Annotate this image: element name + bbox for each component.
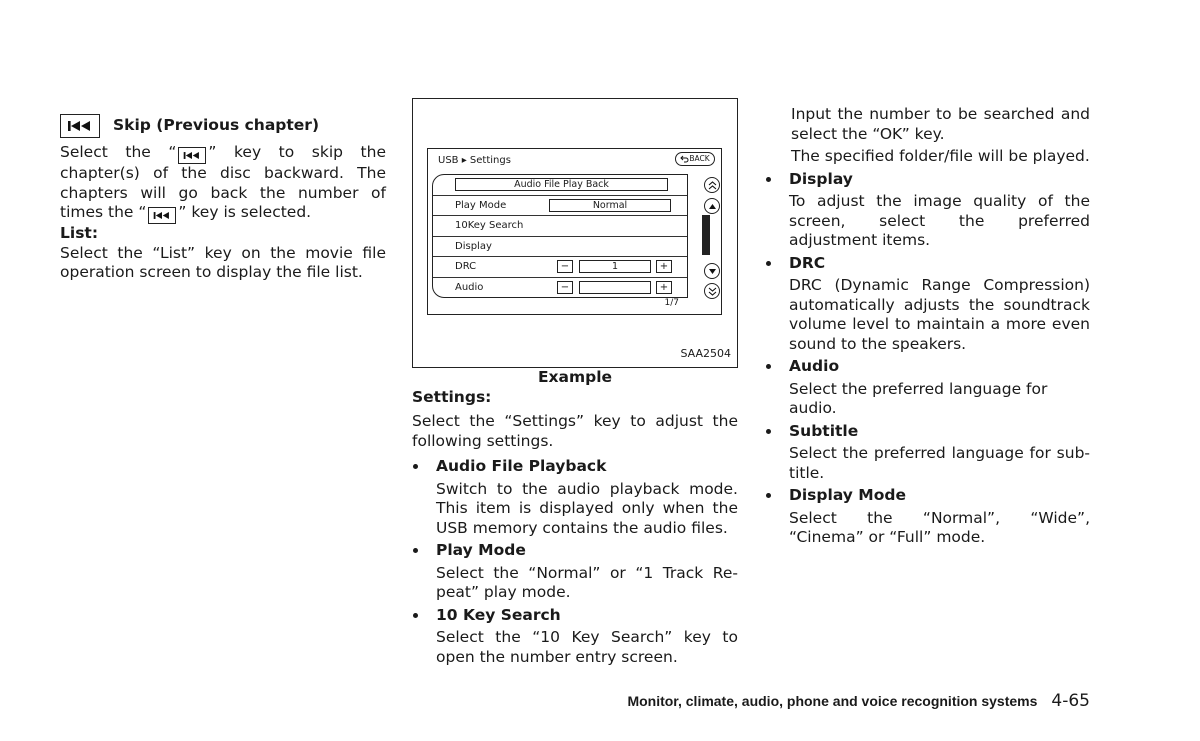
bullet-icon: [766, 493, 771, 498]
scrollbar-thumb: [702, 215, 710, 255]
row-label: DRC: [455, 261, 477, 272]
settings-row: [433, 216, 687, 237]
bullet-title: Audio: [789, 357, 840, 375]
settings-screen: [427, 148, 722, 315]
list-item: [765, 170, 1090, 251]
screen-header: USB ▸ Settings: [438, 155, 511, 166]
skip-previous-icon: [60, 114, 100, 138]
bullet-icon: [766, 429, 771, 434]
bullet-text: To adjust the image quality of the screen, select the preferred adjustment items.: [789, 192, 1090, 249]
list-item: [765, 357, 1090, 419]
bullet-icon: [766, 364, 771, 369]
settings-row: [433, 196, 687, 217]
bullet-text: Select the “Normal” or “1 Track Re-peat” play mode.: [436, 563, 738, 601]
example-figure: [412, 98, 738, 368]
list-description: Select the “List” key on the movie file operation screen to display the file list.: [60, 243, 386, 281]
search-intro: Input the number to be searched and select the “OK” key.: [791, 105, 1090, 143]
bullet-icon: [413, 464, 418, 469]
back-button: BACK: [675, 152, 715, 166]
play-mode-value: Normal: [549, 199, 671, 212]
list-item: [412, 606, 738, 668]
settings-row: [433, 237, 687, 258]
list-item: [412, 541, 738, 603]
list-title: List:: [60, 224, 99, 242]
figure-caption: Example: [537, 368, 613, 386]
bullet-title: DRC: [789, 253, 826, 272]
drc-value: 1: [579, 260, 651, 273]
settings-title: Settings:: [412, 387, 492, 406]
search-result: The specified folder/file will be played.: [791, 147, 1090, 165]
settings-list: [432, 174, 688, 298]
bullet-title: Play Mode: [436, 541, 526, 559]
scroll-top-icon: [704, 177, 720, 193]
minus-button: −: [557, 260, 573, 273]
plus-button: +: [656, 281, 672, 294]
bullet-title: Display Mode: [789, 486, 906, 504]
minus-button: −: [557, 281, 573, 294]
scroll-bottom-icon: [704, 283, 720, 299]
bullet-text: DRC (Dynamic Range Compression) automatically adjusts the soundtrack volume level to maintain a more even sound to the speakers.: [789, 276, 1090, 353]
column-left: [60, 112, 386, 283]
list-item: [765, 422, 1090, 484]
row-label: Display: [455, 240, 492, 252]
bullet-text: Select the preferred language for audio.: [789, 379, 1048, 417]
bullet-text: Switch to the audio playback mode. This item is displayed only when the USB memory contains the audio files.: [436, 479, 738, 537]
row-label: Audio: [455, 282, 484, 293]
settings-row: [433, 278, 687, 299]
bullet-title: Subtitle: [789, 421, 859, 440]
figure-code: SAA2504: [680, 346, 731, 360]
audio-file-play-back-button: Audio File Play Back: [455, 178, 668, 191]
settings-description: Select the “Settings” key to adjust the following settings.: [412, 412, 738, 450]
page-indicator: 1/7: [664, 297, 679, 308]
settings-row: [433, 175, 687, 196]
bullet-icon: [413, 613, 418, 618]
bullet-icon: [413, 548, 418, 553]
section-title: Monitor, climate, audio, phone and voice recognition systems: [627, 693, 1038, 709]
page-footer: [560, 691, 1090, 711]
back-arrow-icon: [680, 155, 689, 163]
bullet-icon: [766, 177, 771, 182]
audio-value: [579, 281, 651, 294]
list-item: [765, 486, 1090, 548]
list-item: [765, 254, 1090, 355]
skip-previous-icon: [148, 207, 176, 224]
scroll-up-icon: [704, 198, 720, 214]
skip-previous-icon: [178, 147, 206, 164]
bullet-icon: [766, 261, 771, 266]
bullet-title: Audio File Playback: [436, 457, 607, 475]
list-item: [412, 457, 738, 538]
bullet-text: Select the preferred language for sub-title.: [789, 444, 1090, 482]
settings-row: [433, 257, 687, 278]
skip-description: Select the “ ” key to skip the chapter(s) of the disc backward. The chapters will go back the number of times the “ ” key is selected.: [60, 143, 386, 224]
column-middle: [412, 98, 738, 667]
bullet-text: Select the “10 Key Search” key to open the number entry screen.: [436, 628, 738, 666]
bullet-title: 10 Key Search: [436, 605, 561, 624]
page-number: 4-65: [1051, 691, 1090, 711]
skip-heading: [60, 112, 386, 140]
plus-button: +: [656, 260, 672, 273]
column-right: [765, 105, 1090, 548]
scroll-down-icon: [704, 263, 720, 279]
row-label: Play Mode: [455, 199, 507, 211]
bullet-title: Display: [789, 169, 853, 188]
bullet-text: Select the “Normal”, “Wide”, “Cinema” or “Full” mode.: [789, 508, 1090, 546]
skip-title: Skip (Previous chapter): [113, 116, 320, 135]
row-label: 10Key Search: [455, 220, 524, 231]
